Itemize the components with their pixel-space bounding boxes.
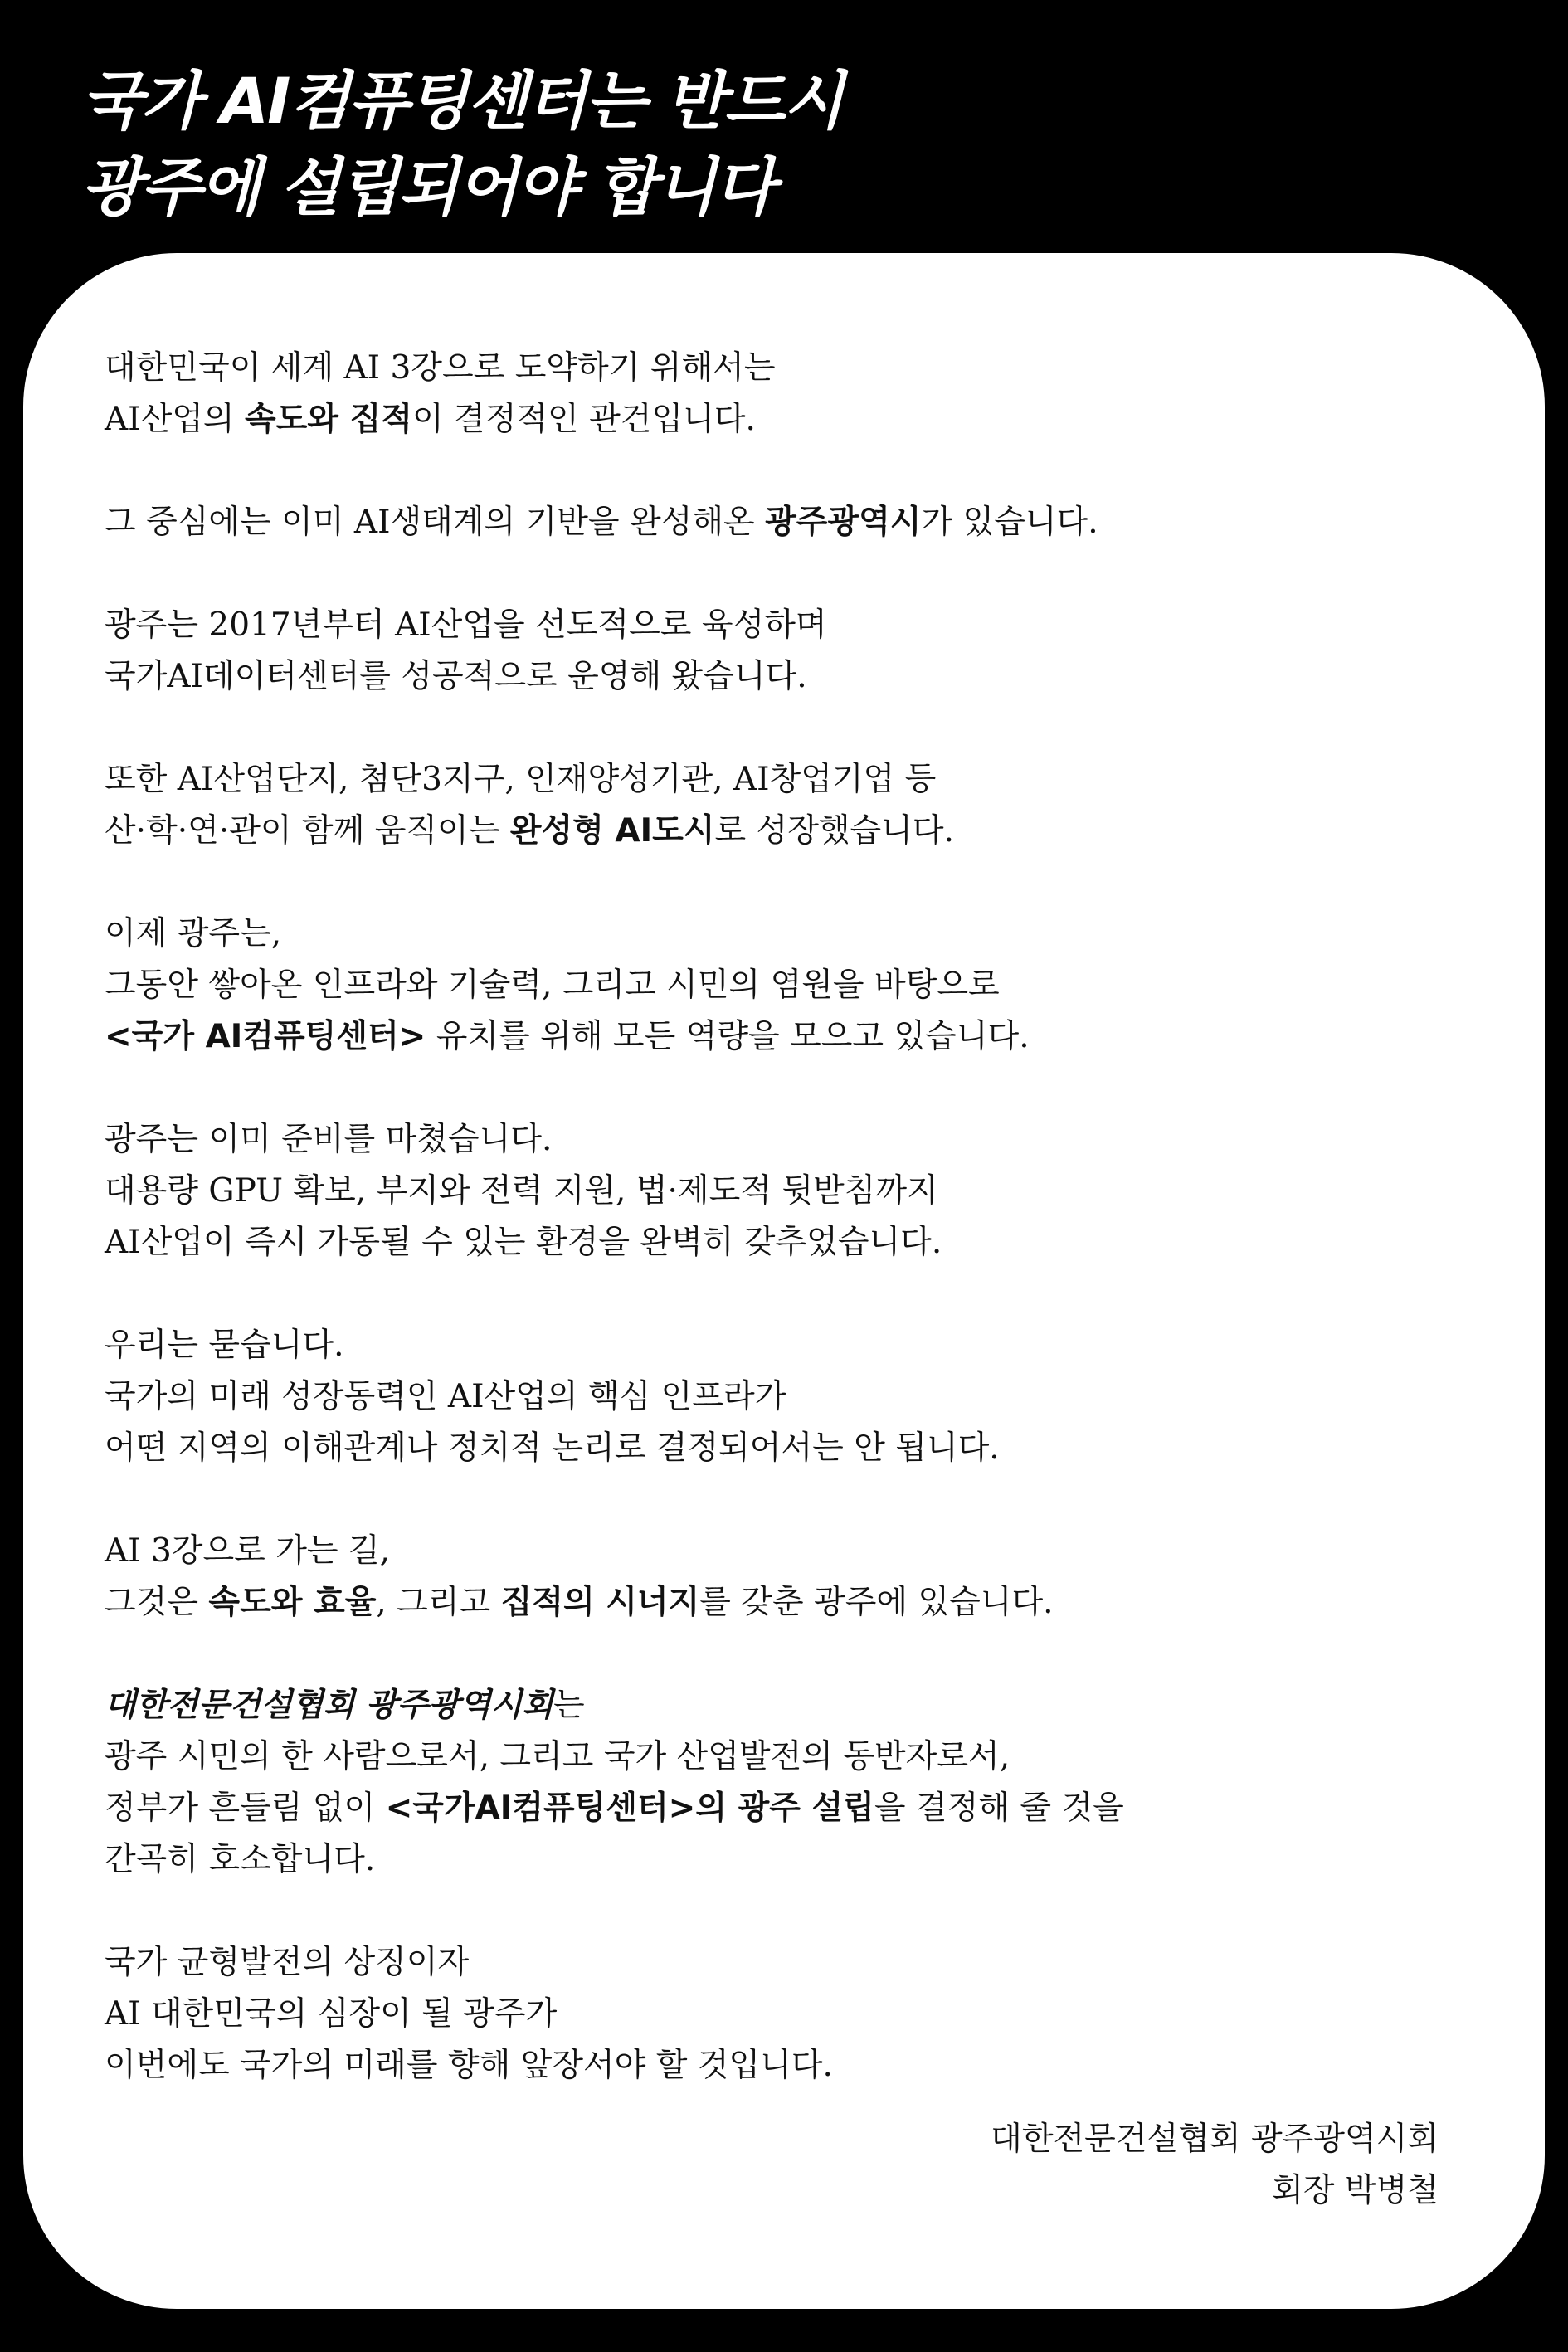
letter-line <box>105 908 1498 960</box>
body-text: 대한민국이 세계 AI 3강으로 도약하기 위해서는 <box>105 349 776 387</box>
signature-signer: 회장 박병철 <box>1272 2172 1439 2209</box>
letter-line <box>105 2040 1498 2091</box>
letter-paragraph <box>105 1114 1498 1269</box>
letter-paragraph <box>105 908 1498 1063</box>
body-text: , 그리고 <box>376 1584 501 1621</box>
letter-line <box>105 1114 1498 1166</box>
body-text: 유치를 위해 모든 역량을 모으고 있습니다. <box>426 1018 1030 1055</box>
letter-line <box>105 1989 1498 2040</box>
body-text: 어떤 지역의 이해관계나 정치적 논리로 결정되어서는 안 됩니다. <box>105 1429 1000 1467</box>
signature-organization: 대한전문건설협회 광주광역시회 <box>991 2121 1439 2158</box>
letter-line <box>105 1011 1498 1063</box>
letter-line <box>105 394 1498 446</box>
body-text: 대용량 GPU 확보, 부지와 전력 지원, 법·제도적 뒷받침까지 <box>105 1172 938 1210</box>
emphasized-text: 속도와 효율 <box>208 1584 377 1621</box>
letter-line <box>105 1320 1498 1371</box>
body-text: 광주는 2017년부터 AI산업을 선도적으로 육성하며 <box>105 606 827 644</box>
letter-line <box>105 1783 1498 1834</box>
headline-line-2: 광주에 설립되어야 합니다 <box>81 150 774 224</box>
body-text: 가 있습니다. <box>921 504 1098 541</box>
letter-line <box>105 1371 1498 1423</box>
body-text: AI산업의 <box>105 401 245 438</box>
body-text: 국가의 미래 성장동력인 AI산업의 핵심 인프라가 <box>105 1378 786 1415</box>
body-text: 국가 균형발전의 상징이자 <box>105 1944 470 1981</box>
body-text: 그 중심에는 이미 AI생태계의 기반을 완성해온 <box>105 504 766 541</box>
letter-line <box>105 343 1498 394</box>
body-text: 우리는 묻습니다. <box>105 1327 344 1364</box>
body-text: 를 갖춘 광주에 있습니다. <box>699 1584 1054 1621</box>
letter-line <box>105 1577 1498 1629</box>
letter-line <box>105 806 1498 857</box>
body-text: 광주는 이미 준비를 마쳤습니다. <box>105 1121 553 1158</box>
body-text: AI 대한민국의 심장이 될 광주가 <box>105 1995 558 2033</box>
emphasized-text: <국가 AI컴퓨팅센터> <box>105 1018 426 1055</box>
body-text: 을 결정해 줄 것을 <box>874 1790 1124 1827</box>
body-text: AI산업이 즉시 가동될 수 있는 환경을 완벽히 갖추었습니다. <box>105 1224 942 1261</box>
letter-line <box>105 1166 1498 1217</box>
letter-line <box>105 1526 1498 1577</box>
letter-paragraph <box>105 343 1498 446</box>
letter-line <box>105 651 1498 703</box>
letter-paragraph <box>105 1526 1498 1629</box>
body-text: 는 <box>553 1687 585 1724</box>
emphasized-text: 광주광역시 <box>765 504 922 541</box>
body-text: AI 3강으로 가는 길, <box>105 1532 391 1570</box>
letter-paragraph <box>105 600 1498 703</box>
letter-line <box>105 1680 1498 1731</box>
letter-line <box>105 1937 1498 1989</box>
body-text: 산·학·연·관이 함께 움직이는 <box>105 812 510 850</box>
letter-line <box>105 1423 1498 1474</box>
signature-block <box>991 2114 1439 2217</box>
body-text: 간곡히 호소합니다. <box>105 1841 376 1878</box>
letter-line <box>105 1217 1498 1269</box>
body-text: 로 성장했습니다. <box>714 812 954 850</box>
letter-paragraph <box>105 1320 1498 1474</box>
letter-card <box>23 253 1545 2309</box>
emphasized-text: 집적의 시너지 <box>500 1584 700 1621</box>
body-text: 정부가 흔들림 없이 <box>105 1790 386 1827</box>
letter-line <box>105 754 1498 806</box>
emphasized-text: 속도와 집적 <box>245 401 412 438</box>
body-text: 이번에도 국가의 미래를 향해 앞장서야 할 것입니다. <box>105 2047 833 2084</box>
body-text: 광주 시민의 한 사람으로서, 그리고 국가 산업발전의 동반자로서, <box>105 1738 1010 1775</box>
emphasized-text: 완성형 AI도시 <box>509 812 715 850</box>
headline <box>81 58 1326 231</box>
letter-line <box>105 1731 1498 1783</box>
body-text: 그동안 쌓아온 인프라와 기술력, 그리고 시민의 염원을 바탕으로 <box>105 967 1000 1004</box>
body-text: 국가AI데이터센터를 성공적으로 운영해 왔습니다. <box>105 658 807 695</box>
body-text: 이 결정적인 관건입니다. <box>411 401 756 438</box>
letter-paragraph <box>105 754 1498 857</box>
letter-line <box>105 1834 1498 1886</box>
letter-body <box>105 343 1498 2143</box>
letter-paragraph <box>105 1937 1498 2091</box>
emphasized-text: 대한전문건설협회 광주광역시회 <box>105 1687 554 1724</box>
body-text: 또한 AI산업단지, 첨단3지구, 인재양성기관, AI창업기업 등 <box>105 761 937 798</box>
letter-paragraph <box>105 497 1498 548</box>
letter-line <box>105 960 1498 1011</box>
letter-line <box>105 497 1498 548</box>
letter-paragraph <box>105 1680 1498 1886</box>
headline-line-1: 국가 AI컴퓨팅센터는 반드시 <box>81 64 843 138</box>
letter-line <box>105 600 1498 651</box>
body-text: 이제 광주는, <box>105 915 282 952</box>
emphasized-text: <국가AI컴퓨팅센터>의 광주 설립 <box>385 1790 874 1827</box>
body-text: 그것은 <box>105 1584 209 1621</box>
